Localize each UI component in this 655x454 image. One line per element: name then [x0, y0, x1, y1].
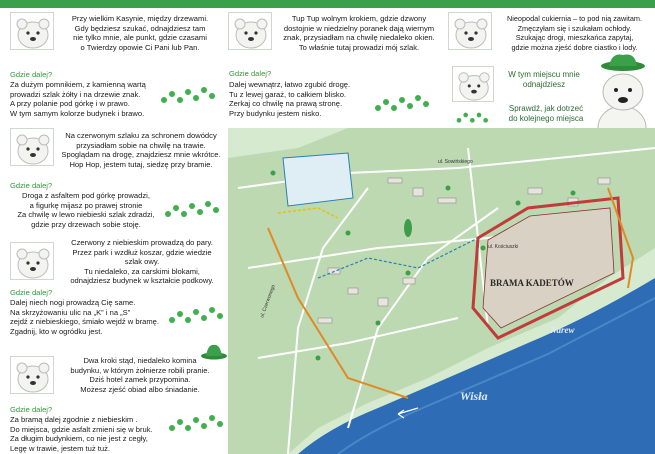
where-next-label-3: Gdzie dalej? [10, 288, 53, 297]
river-label-narew: Narew [550, 325, 575, 335]
top-accent-bar [0, 0, 655, 8]
paw-prints-icon [166, 410, 226, 436]
directions-2: Droga z asfaltem pod górkę prowadzi, a figurkę mijasz po prawej stronie Za chwilę w lewo niebieski szlak zdradzi, gdzie przy drzewach sobie stoję. [17, 191, 155, 229]
riddle-6: Nieopodal cukiernia – to pod nią zawitam. Zmęczyłam się i szukałam ochłody. Szukając drogi, mieszkańca zapytaj, gdzie można zjeść dobre ciastko i lody. [506, 14, 643, 52]
riddle-1: Przy wielkim Kasynie, między drzewami. Gdy będziesz szukać, odnajdziesz tam nie tylko mnie, ale punkt, gdzie czasami o Twierdzy opowie Ci Pani lub Pan. [71, 14, 209, 52]
green-hat-icon [200, 342, 228, 360]
blue-district [283, 153, 353, 206]
where-next-label-4: Gdzie dalej? [10, 405, 53, 414]
where-next-label-1: Gdzie dalej? [10, 70, 53, 79]
polar-bear-thumbnail [448, 12, 492, 50]
directions-1: Za dużym pomnikiem, z kamienną wartą prowadzi szlak żółty i na drzewie znak. A przy polanie pod górkę i w prawo. W tym samym kolorze budynek i brawo. [10, 80, 146, 118]
river-label-wisla: Wisła [460, 389, 488, 403]
legend-next-place: Sprawdź, jak dotrzeć do kolejnego miejsca [508, 104, 584, 123]
paw-prints-icon [162, 196, 222, 222]
where-next-label-5: Gdzie dalej? [229, 69, 272, 78]
riddle-5: Tup Tup wolnym krokiem, gdzie dzwony dostojnie w niedzielny poranek dają wiernym znak, przysiadłam na chwilę niedaleko okien. To właśnie tutaj prowadzi mój szlak. [283, 14, 435, 52]
street-label: ul. Czerwonego [259, 283, 277, 319]
riddle-4: Dwa kroki stąd, niedaleko komina budynku, w którym żołnierze robili pranie. Dziś hotel zamek przypomina. Możesz zjeść obiad albo śniadanie. [70, 356, 210, 394]
riddle-2: Na czerwonym szlaku za schronem dowódcy przysiadłam sobie na chwilę na trawie. Spoglądam na drogę, znajdziesz mnie wkrótce. Hop Hop, jestem tutaj, siedzę przy bramie. [61, 131, 221, 169]
paw-prints-icon [372, 90, 432, 116]
polar-bear-icon [11, 129, 54, 166]
polar-bear-thumbnail [10, 356, 54, 394]
polar-bear-icon [229, 13, 272, 50]
directions-3: Dalej niech nogi prowadzą Cię same. Na skrzyżowaniu ulic na „K” i na „S” zejdź z niebieskiego, śmiało wejdź w bramę. Zgadnij, kto w ogródku jest. [10, 298, 159, 336]
legend-find-me: W tym miejscu mnie odnajdziesz [508, 70, 580, 89]
paw-prints-icon [158, 82, 218, 108]
map-canvas [228, 128, 655, 454]
polar-bear-icon [11, 357, 54, 394]
paw-prints-icon [166, 302, 226, 328]
polar-bear-icon [449, 13, 492, 50]
gate-label: BRAMA KADETÓW [490, 278, 574, 288]
polar-bear-thumbnail [228, 12, 272, 50]
directions-5: Dalej wewnątrz, łatwo zgubić drogę. Tu z lewej garaż, to całkiem blisko. Zerkaj co chwilę na prawą stronę. Przy budynku jestem nisko. [229, 80, 351, 118]
street-label: ul. Kościuszki [488, 244, 519, 250]
paw-prints-icon [455, 104, 495, 130]
where-next-label-2: Gdzie dalej? [10, 181, 53, 190]
polar-bear-icon [11, 243, 54, 280]
polar-bear-thumbnail [10, 242, 54, 280]
polar-bear-icon [11, 13, 54, 50]
fortress-map[interactable] [228, 128, 655, 454]
riddle-3: Czerwony z niebieskim prowadzą do pary. Przez park i wzdłuż koszar, gdzie wiedzie szlak owy. Tu niedaleko, za carskimi blokami, odnajdziesz budynek w kształcie podkowy. [70, 238, 214, 286]
polar-bear-thumbnail [452, 66, 494, 102]
polar-bear-thumbnail [10, 12, 54, 50]
directions-4: Za bramą dalej zgodnie z niebieskim . Do miejsca, gdzie asfalt zmieni się w bruk. Za długim budynkiem, co nie jest z cegły, Legę w trawie, jestem tuż tuż. [10, 415, 153, 453]
street-label: ul. Sowińskiego [438, 159, 473, 165]
park-oval [404, 219, 412, 237]
polar-bear-thumbnail [10, 128, 54, 166]
polar-bear-icon [453, 67, 494, 102]
